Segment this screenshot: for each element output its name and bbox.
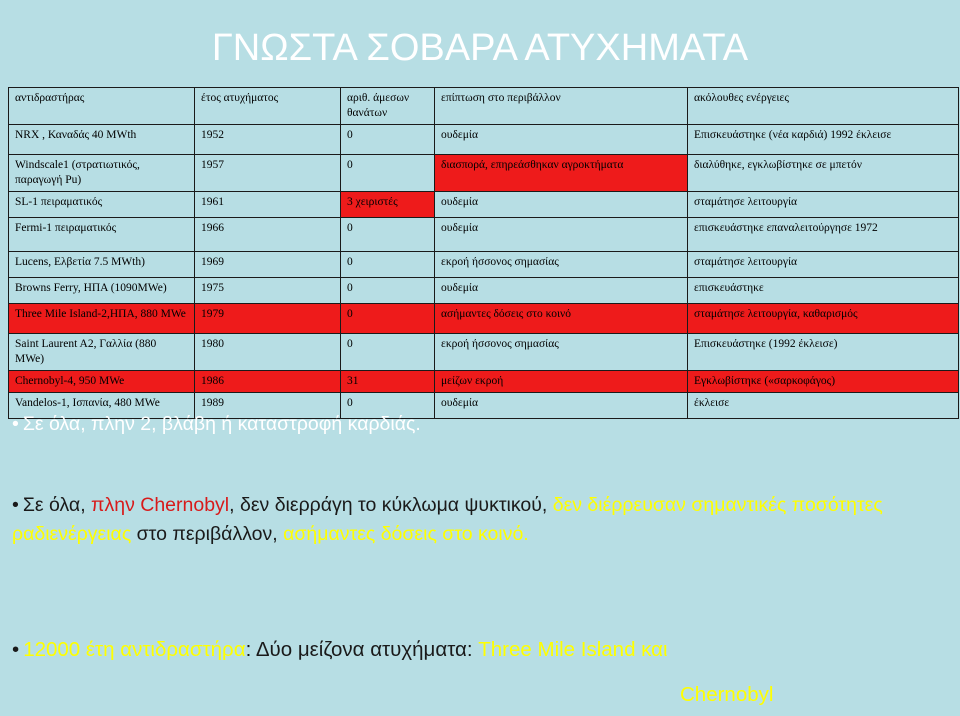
cell-action: Εγκλωβίστηκε («σαρκοφάγος): [688, 371, 959, 393]
bullet-3: [12, 634, 932, 666]
cell-impact: ουδεμία: [435, 278, 688, 304]
header-year: έτος ατυχήματος: [195, 88, 341, 125]
bullet-2: [12, 491, 932, 549]
cell-impact: μείζων εκροή: [435, 371, 688, 393]
page-title: ΓΝΩΣΤΑ ΣΟΒΑΡΑ ΑΤΥΧΗΜΑΤΑ: [211, 27, 749, 69]
cell-action: έκλεισε: [688, 393, 959, 419]
cell-deaths: 3 χειριστές: [341, 192, 435, 218]
cell-year: 1980: [195, 334, 341, 371]
cell-year: 1957: [195, 155, 341, 192]
cell-year: 1979: [195, 304, 341, 334]
bullet-3-part-3: Three Mile Island και: [478, 638, 668, 661]
cell-year: 1952: [195, 125, 341, 155]
cell-action: σταμάτησε λειτουργία: [688, 252, 959, 278]
cell-deaths: 0: [341, 155, 435, 192]
table-header-row: [9, 88, 959, 125]
cell-deaths: 0: [341, 218, 435, 252]
bullet-1-text: Σε όλα, πλην 2, βλάβη ή καταστροφή καρδιάς.: [22, 413, 421, 435]
cell-action: σταμάτησε λειτουργία: [688, 192, 959, 218]
bullet-2-part-4: δεν διέρρευσαν σημαντικές ποσότητες ραδιενέργειας: [12, 494, 883, 545]
table-row: [9, 125, 959, 155]
cell-year: 1966: [195, 218, 341, 252]
cell-action: διαλύθηκε, εγκλωβίστηκε σε μπετόν: [688, 155, 959, 192]
cell-action: σταμάτησε λειτουργία, καθαρισμός: [688, 304, 959, 334]
cell-reactor: SL-1 πειραματικός: [9, 192, 195, 218]
cell-reactor: Three Mile Island-2,ΗΠΑ, 880 MWe: [9, 304, 195, 334]
table-row: [9, 278, 959, 304]
bullet-2-part-5: στο περιβάλλον,: [131, 523, 284, 545]
bullet-3-tail: Chernobyl: [680, 683, 774, 706]
cell-reactor: Lucens, Ελβετία 7.5 MWth): [9, 252, 195, 278]
cell-reactor: Windscale1 (στρατιωτικός, παραγωγή Pu): [9, 155, 195, 192]
cell-reactor: Vandelos-1, Ισπανία, 480 MWe: [9, 393, 195, 419]
bullet-2-part-1: Σε όλα,: [22, 494, 92, 516]
header-impact: επίπτωση στο περιβάλλον: [435, 88, 688, 125]
table-row: [9, 334, 959, 371]
cell-impact: ασήμαντες δόσεις στο κοινό: [435, 304, 688, 334]
cell-impact: ουδεμία: [435, 393, 688, 419]
table-row: [9, 371, 959, 393]
cell-deaths: 0: [341, 304, 435, 334]
cell-year: 1969: [195, 252, 341, 278]
bullet-3-part-1: 12000 έτη αντιδραστήρα: [23, 638, 246, 661]
bullet-2-part-2: πλην Chernobyl: [91, 494, 230, 516]
cell-year: 1986: [195, 371, 341, 393]
cell-action: επισκευάστηκε επαναλειτούργησε 1972: [688, 218, 959, 252]
cell-impact: ουδεμία: [435, 192, 688, 218]
header-deaths: αριθ. άμεσων θανάτων: [341, 88, 435, 125]
bullet-dot: •: [12, 413, 19, 435]
cell-impact: ουδεμία: [435, 218, 688, 252]
cell-reactor: Chernobyl-4, 950 MWe: [9, 371, 195, 393]
cell-action: Επισκευάστηκε (νέα καρδιά) 1992 έκλεισε: [688, 125, 959, 155]
cell-reactor: Browns Ferry, ΗΠΑ (1090MWe): [9, 278, 195, 304]
cell-deaths: 0: [341, 125, 435, 155]
table-row: [9, 192, 959, 218]
cell-reactor: Fermi-1 πειραματικός: [9, 218, 195, 252]
cell-deaths: 0: [341, 278, 435, 304]
bullet-1: [12, 405, 952, 443]
cell-year: 1961: [195, 192, 341, 218]
table-row: [9, 252, 959, 278]
cell-impact: ουδεμία: [435, 125, 688, 155]
bullet-dot: •: [12, 638, 20, 661]
bullet-dot: •: [12, 494, 19, 516]
cell-deaths: 0: [341, 334, 435, 371]
cell-year: 1975: [195, 278, 341, 304]
table-row: [9, 155, 959, 192]
cell-deaths: 31: [341, 371, 435, 393]
cell-impact: εκροή ήσσονος σημασίας: [435, 252, 688, 278]
cell-reactor: NRX , Καναδάς 40 MWth: [9, 125, 195, 155]
bullet-3-part-2: : Δύο μείζονα ατυχήματα:: [245, 638, 479, 661]
bullet-2-part-3: , δεν διερράγη το κύκλωμα ψυκτικού,: [229, 494, 553, 516]
accidents-table: [8, 87, 959, 419]
cell-reactor: Saint Laurent A2, Γαλλία (880 MWe): [9, 334, 195, 371]
cell-deaths: 0: [341, 252, 435, 278]
header-reactor: αντιδραστήρας: [9, 88, 195, 125]
cell-impact: διασπορά, επηρεάσθηκαν αγροκτήματα: [435, 155, 688, 192]
cell-deaths: 0: [341, 393, 435, 419]
table-row: [9, 304, 959, 334]
cell-year: 1989: [195, 393, 341, 419]
cell-action: επισκευάστηκε: [688, 278, 959, 304]
cell-impact: εκροή ήσσονος σημασίας: [435, 334, 688, 371]
table-row: [9, 218, 959, 252]
cell-action: Επισκευάστηκε (1992 έκλεισε): [688, 334, 959, 371]
header-action: ακόλουθες ενέργειες: [688, 88, 959, 125]
bullet-2-part-6: ασήμαντες δόσεις στο κοινό.: [283, 523, 529, 545]
